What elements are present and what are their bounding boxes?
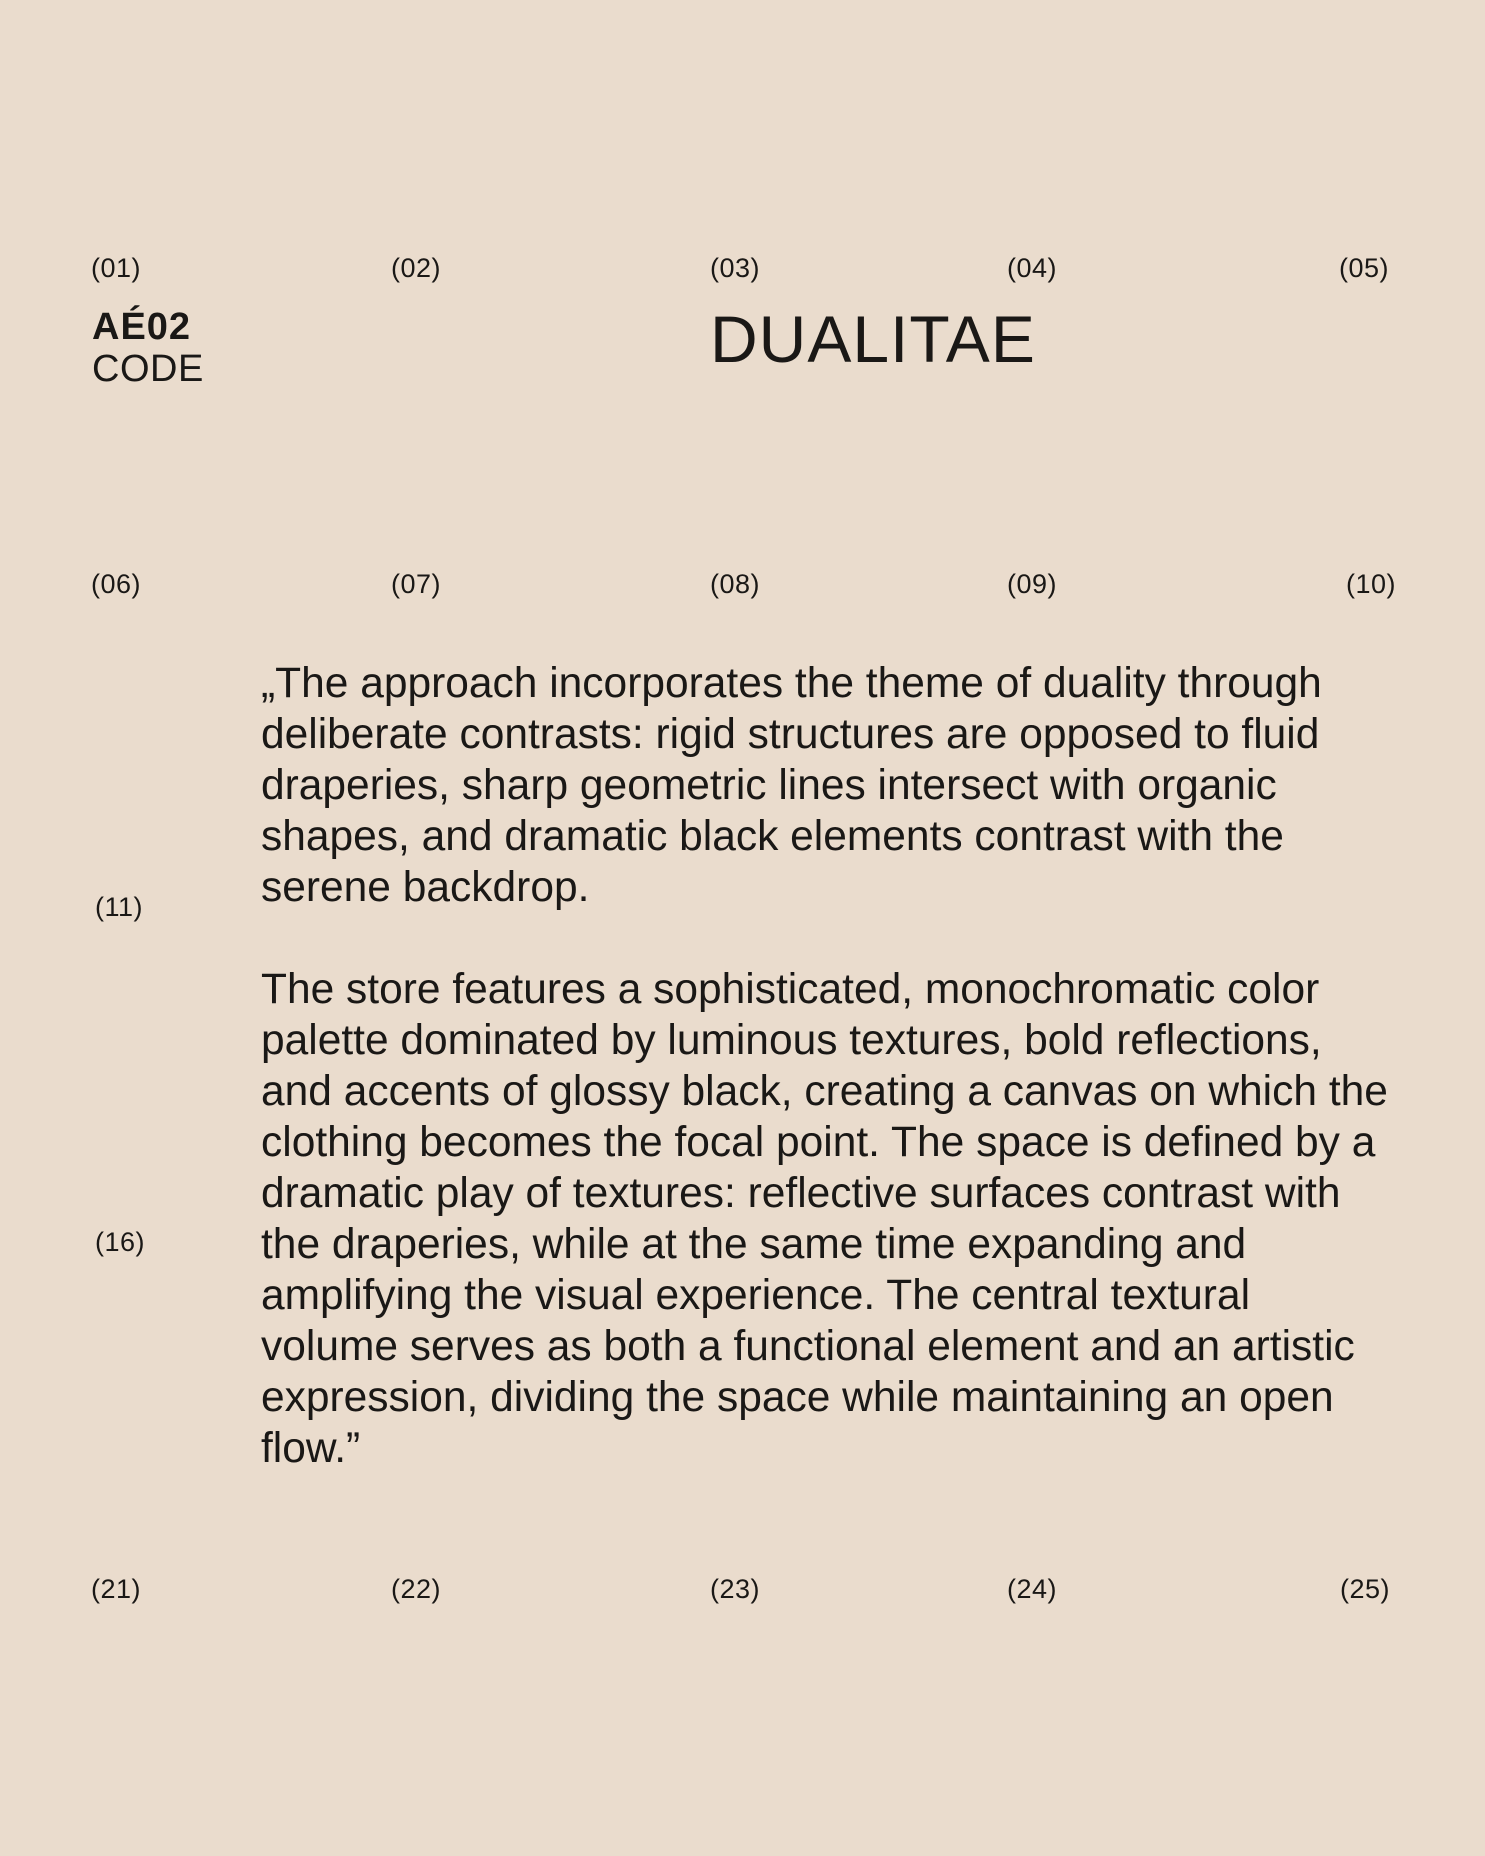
grid-marker-11: (11) [95,892,144,922]
page-title: DUALITAE [710,302,1036,376]
grid-marker-21: (21) [91,1574,142,1604]
grid-marker-22: (22) [391,1574,442,1604]
grid-marker-03: (03) [710,253,761,283]
grid-marker-05: (05) [1339,253,1390,283]
grid-marker-24: (24) [1007,1574,1058,1604]
logo-word: CODE [92,348,204,390]
grid-marker-02: (02) [391,253,442,283]
quote-paragraph-1: „The approach incorporates the theme of duality through deliberate contrasts: rigid structures are opposed to fluid draperies, sharp geometric lines intersect with organic shapes, and dramatic black elements contrast with the serene backdrop. [261,660,1322,911]
quote-paragraph-2: The store features a sophisticated, monochromatic color palette dominated by luminous textures, bold reflections, and accents of glossy black, creating a canvas on which the clothing becomes the focal point. The space is defined by a dramatic play of textures: reflective surfaces contrast with the draperies, while at the same time expanding and amplifying the visual experience. The central textural volume serves as both a functional element and an artistic expression, dividing the space while maintaining an open flow.” [261,966,1388,1472]
brand-logo [92,308,204,388]
quote-body [261,658,1391,1474]
grid-marker-09: (09) [1007,569,1058,599]
grid-marker-07: (07) [391,569,442,599]
grid-marker-25: (25) [1340,1574,1391,1604]
grid-marker-08: (08) [710,569,761,599]
grid-marker-06: (06) [91,569,142,599]
grid-marker-23: (23) [710,1574,761,1604]
grid-marker-04: (04) [1007,253,1058,283]
grid-marker-16: (16) [95,1227,146,1257]
grid-marker-10: (10) [1346,569,1397,599]
grid-marker-01: (01) [91,253,142,283]
logo-mark: AÉ02 [92,306,192,348]
